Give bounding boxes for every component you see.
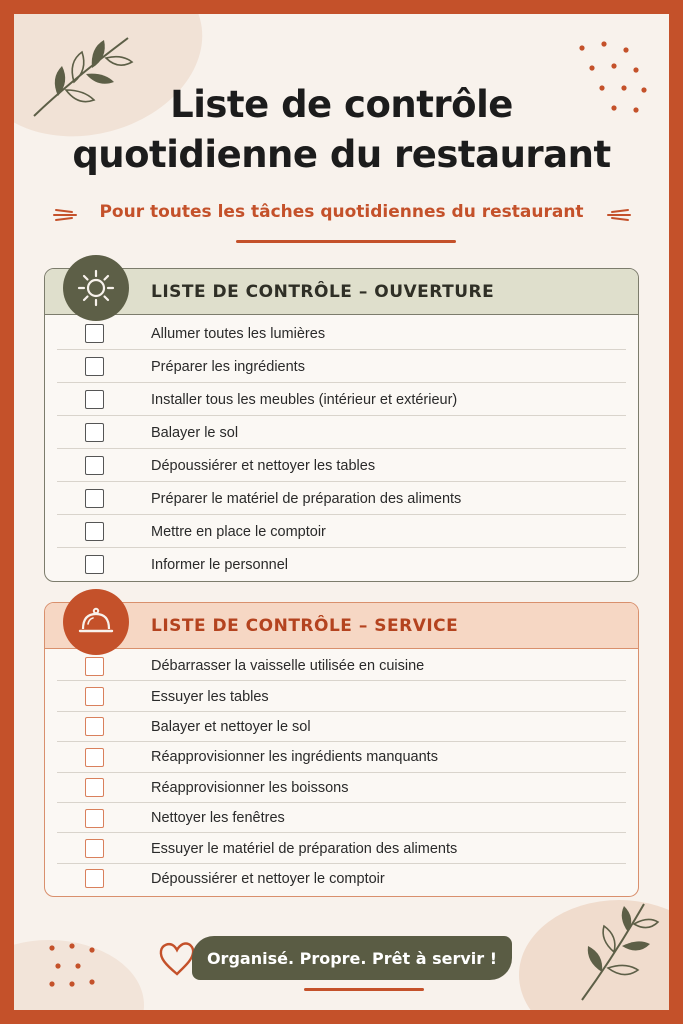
subtitle-flourish-right <box>606 207 632 223</box>
list-item <box>45 742 638 772</box>
list-item <box>45 383 638 416</box>
list-item <box>45 548 638 581</box>
list-item <box>45 864 638 894</box>
list-item <box>45 350 638 383</box>
checkbox[interactable] <box>85 748 104 767</box>
checklist-poster <box>14 14 669 1010</box>
leaf-sprig-icon <box>574 896 664 1006</box>
service-checklist <box>44 602 639 897</box>
list-item <box>45 482 638 515</box>
section-badge <box>63 255 129 321</box>
checkbox[interactable] <box>85 839 104 858</box>
checkbox[interactable] <box>85 423 104 442</box>
list-item <box>45 449 638 482</box>
item-label: Réapprovisionner les ingrédients manquants <box>151 749 438 766</box>
title-line-2: quotidienne du restaurant <box>72 133 611 176</box>
checkbox[interactable] <box>85 657 104 676</box>
list-item <box>45 712 638 742</box>
item-label: Balayer le sol <box>151 424 239 441</box>
item-label: Essuyer les tables <box>151 688 269 705</box>
opening-checklist <box>44 268 639 582</box>
footer-banner: Organisé. Propre. Prêt à servir ! <box>192 936 512 980</box>
item-label: Mettre en place le comptoir <box>151 523 326 540</box>
item-label: Réapprovisionner les boissons <box>151 779 349 796</box>
sun-icon <box>76 268 116 308</box>
item-label: Dépoussiérer et nettoyer le comptoir <box>151 870 385 887</box>
item-label: Allumer toutes les lumières <box>151 325 326 342</box>
list-item <box>45 773 638 803</box>
list-item <box>45 651 638 681</box>
item-label: Nettoyer les fenêtres <box>151 810 285 827</box>
checkbox[interactable] <box>85 522 104 541</box>
list-item <box>45 833 638 863</box>
list-item <box>45 515 638 548</box>
list-item <box>45 803 638 833</box>
checkbox[interactable] <box>85 390 104 409</box>
item-label: Préparer le matériel de préparation des aliments <box>151 490 462 507</box>
section-title: LISTE DE CONTRÔLE – SERVICE <box>151 616 459 636</box>
item-label: Informer le personnel <box>151 556 289 573</box>
checklist-items <box>45 651 638 894</box>
checkbox[interactable] <box>85 489 104 508</box>
title-line-1: Liste de contrôle <box>170 83 513 126</box>
checkbox[interactable] <box>85 324 104 343</box>
page-title <box>14 80 669 180</box>
list-item <box>45 416 638 449</box>
list-item <box>45 681 638 711</box>
checkbox[interactable] <box>85 456 104 475</box>
decor-dots <box>44 940 104 992</box>
checkbox[interactable] <box>85 778 104 797</box>
item-label: Préparer les ingrédients <box>151 358 305 375</box>
checkbox[interactable] <box>85 687 104 706</box>
checkbox[interactable] <box>85 555 104 574</box>
item-label: Dépoussiérer et nettoyer les tables <box>151 457 376 474</box>
checkbox[interactable] <box>85 717 104 736</box>
item-label: Installer tous les meubles (intérieur et extérieur) <box>151 391 458 408</box>
item-label: Essuyer le matériel de préparation des aliments <box>151 840 458 857</box>
checkbox[interactable] <box>85 869 104 888</box>
footer-underline <box>304 988 424 991</box>
item-label: Débarrasser la vaisselle utilisée en cuisine <box>151 658 425 675</box>
checkbox[interactable] <box>85 357 104 376</box>
cloche-icon <box>76 602 116 642</box>
checkbox[interactable] <box>85 809 104 828</box>
subtitle: Pour toutes les tâches quotidiennes du restaurant <box>99 202 584 222</box>
section-badge <box>63 589 129 655</box>
section-title: LISTE DE CONTRÔLE – OUVERTURE <box>151 282 495 302</box>
subtitle-underline <box>236 240 456 243</box>
list-item <box>45 317 638 350</box>
item-label: Balayer et nettoyer le sol <box>151 718 311 735</box>
checklist-items <box>45 317 638 581</box>
heart-icon <box>157 940 197 978</box>
